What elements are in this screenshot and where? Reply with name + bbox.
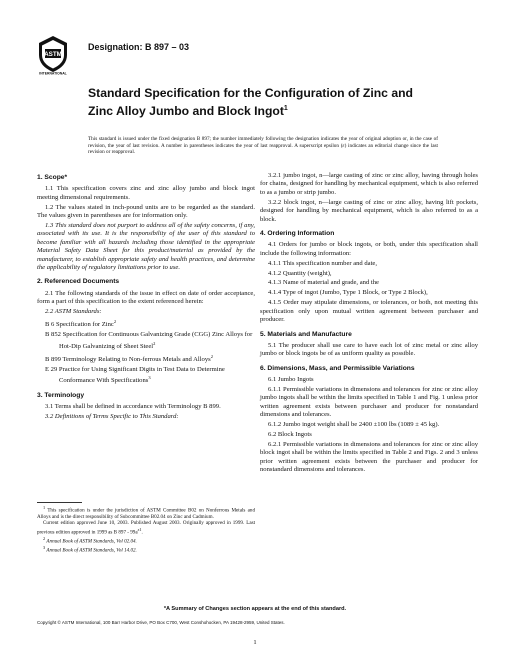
paragraph-4-1-2: 4.1.2 Quantity (weight), <box>268 269 332 277</box>
section-heading-terminology: 3. Terminology <box>37 391 85 399</box>
footnote-2: $^2$ Annual Book of ASTM Standards, Vol 02.04. <box>43 535 137 545</box>
footnote-divider <box>37 502 82 503</box>
document-title: Standard Specification for the Configuration of Zinc and Zinc Alloy Jumbo and Block Ingot$^1$ <box>88 86 414 119</box>
section-heading-ordering-information: 4. Ordering Information <box>260 229 335 237</box>
paragraph-2-1: 2.1 The following standards of the issue in effect on date of order acceptance, form a part of this specification to the extent referenced herein: <box>37 289 255 306</box>
paragraph-4-1: 4.1 Orders for jumbo or block ingots, or both, under this specification shall include the following information: <box>260 241 478 257</box>
section-heading-referenced-documents: 2. Referenced Documents <box>37 278 120 286</box>
astm-logo <box>37 35 69 75</box>
left-column <box>37 172 255 423</box>
copyright-line: Copyright © ASTM International, 100 Barr Harbor Drive, PO Box C700, West Conshohocken, PA 19428-2959, United States. <box>37 620 285 625</box>
paragraph-4-1-5: 4.1.5 Order may stipulate dimensions, or tolerances, or both, not meeting this specification only upon mutual written agreement between purchaser and producer. <box>260 299 478 324</box>
paragraph-4-1-3: 4.1.3 Name of material and grade, and the <box>268 279 379 287</box>
title-footnote-marker: 1 <box>283 105 288 112</box>
section-heading-scope: 1. Scope* <box>37 174 68 181</box>
summary-of-changes-note: *A Summary of Changes section appears at the end of this standard. <box>163 606 347 612</box>
paragraph-4-1-4: 4.1.4 Type of ingot (Jumbo, Type 1 Block, or Type 2 Block), <box>268 289 428 297</box>
page-number: 1 <box>253 639 257 646</box>
paragraph-6-1-2: 6.1.2 Jumbo ingot weight shall be 2400 ±100 lbs (1089 ± 45 kg). <box>268 421 440 429</box>
paragraph-1-3: 1.3 This standard does not purport to address all of the safety concerns, if any, associated with its use. It is the responsibility of the user of this standard to become familiar with all hazards including those identified in the appropriate Material Safety Data Sheet for this product/material as provided by the manufacturer, to establish appropriate safety and health practices, and determine the applicability of regulatory limitations prior to use. <box>37 222 255 272</box>
footnote-1: $^1$ This specification is under the jurisdiction of ASTM Committee B02 on Nonferrous Metals and Alloys and is the direct responsibility of Subcommittee B02.04 on Zinc and Cadmium. <box>37 505 256 520</box>
section-heading-dimensions: 6. Dimensions, Mass, and Permissible Variations <box>260 364 415 372</box>
paragraph-6-1-1: 6.1.1 Permissible variations in dimensions and tolerances for zinc or zinc alloy jumbo ingots shall be within the limits specified in Table 1 and Fig. 1 unless prior written agreement exists between purchaser and producer for nonstandard dimensions and tolerances. <box>260 386 478 419</box>
footnote-1-edition: Current edition approved June 10, 2003. Published August 2003. Originally approved in 1999. Last previous edition approved in 1999 as B $897 - 99a^{\varepsilon 1}$. <box>37 520 255 536</box>
paragraph-6-1: 6.1 Jumbo Ingots <box>268 376 314 384</box>
section-heading-materials: 5. Materials and Manufacture <box>260 330 352 338</box>
reference-b899: B 899 Terminology Relating to Non-ferrous Metals and Alloys$^2$ <box>45 353 213 363</box>
issuance-notice: This standard is issued under the fixed designation B 897; the number immediately following the designation indicates the year of original adoption or, in the case of revision, the year of last revision. A number in parentheses indicates the year of last reapproval. A superscript epsilon (ε) indicates an editorial change since the last revision or reapproval. <box>88 136 438 156</box>
svg-text:ASTM: ASTM <box>44 51 62 58</box>
paragraph-6-2: 6.2 Block Ingots <box>268 431 312 439</box>
footnote-3: $^3$ Annual Book of ASTM Standards, Vol 14.02. <box>43 544 137 554</box>
paragraph-6-2-1: 6.2.1 Permissible variations in dimensions and tolerances for zinc or zinc alloy block ingot shall be within the limits specified in Table 2 and Figs. 2 and 3 unless prior written agreement exists between the purchaser and producer for nonstandard dimensions and tolerances. <box>260 440 478 474</box>
reference-e29: E 29 Practice for Using Significant Digits in Test Data to Determine Conformance With Specifications$^3$ <box>45 365 225 385</box>
reference-b852: B 852 Specification for Continuous Galvanizing Grade (CGG) Zinc Alloys for Hot-Dip Galvanizing of Sheet Steel$^2$ <box>45 331 253 350</box>
svg-text:INTERNATIONAL: INTERNATIONAL <box>39 71 67 75</box>
paragraph-4-1-1: 4.1.1 This specification number and date, <box>268 259 378 267</box>
paragraph-3-2-1: 3.2.1 jumbo ingot, n—large casting of zinc or zinc alloy, having through holes for chains, designed for handling by mechanical equipment, which is also referred to as a jumbo or strip jumbo. <box>260 172 478 196</box>
footnotes <box>37 505 255 554</box>
paragraph-2-2: 2.2 ASTM Standards: <box>45 308 102 316</box>
paragraph-1-1: 1.1 This specification covers zinc and zinc alloy jumbo and block ingot meeting dimensional requirements. <box>37 185 255 201</box>
reference-b6: B 6 Specification for Zinc$^2$ <box>45 319 117 329</box>
paragraph-3-2-2: 3.2.2 block ingot, n—large casting of zinc or zinc alloy, having lift pockets, designed for handling by mechanical equipment, which is also referred to as a block. <box>260 198 478 223</box>
right-column <box>260 172 478 476</box>
paragraph-3-1: 3.1 Terms shall be defined in accordance with Terminology B 899. <box>45 403 221 411</box>
paragraph-3-2: 3.2 Definitions of Terms Specific to This Standard: <box>45 413 179 421</box>
paragraph-1-2: 1.2 The values stated in inch-pound units are to be regarded as the standard. The values given in parentheses are for information only. <box>37 203 255 220</box>
paragraph-5-1: 5.1 The producer shall use care to have each lot of zinc metal or zinc alloy jumbo or block ingots be of as uniform quality as possible. <box>260 341 478 358</box>
designation: Designation: B 897 – 03 <box>88 42 190 52</box>
